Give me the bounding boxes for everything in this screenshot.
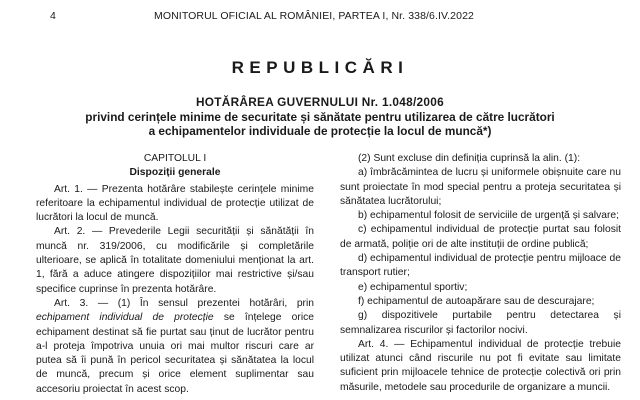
exclusion-item: c) echipamentul individual de protecție purtat sau folosit de armată, poliție ori de alte instituții de ordine publică; xyxy=(340,224,621,250)
exclusion-item: a) îmbrăcămintea de lucru și uniformele obișnuite care nu sunt proiectate în mod special pentru a proteja securitatea și sănătatea lucrătorului; xyxy=(340,167,621,207)
page-number: 4 xyxy=(50,10,56,22)
section-heading-republicari: REPUBLICĂRI xyxy=(231,58,409,77)
running-title: MONITORUL OFICIAL AL ROMÂNIEI, PARTEA I, Nr. 338/6.IV.2022 xyxy=(154,10,474,22)
page-header xyxy=(0,10,640,24)
exclusion-item: f) echipamentul de autoapărare sau de descurajare; xyxy=(358,295,595,307)
exclusions-intro: (2) Sunt excluse din definiția cuprinsă la alin. (1): xyxy=(358,153,581,164)
article-4: Art. 4. — Echipamentul individual de protecție trebuie utilizat atunci când riscurile nu pot fi evitate sau limitate suficient prin mijloacele tehnice de protecție colectivă ori prin măsurile, metodele sau procedurile de organizare a muncii. xyxy=(340,338,621,393)
left-column xyxy=(36,152,314,397)
article-1: Art. 1. — Prezenta hotărâre stabilește cerințele minime referitoare la echipamentul individual de protecție utilizat de lucrători la locul de muncă. xyxy=(36,183,314,224)
right-column xyxy=(340,152,621,395)
chapter-title: Dispoziții generale xyxy=(129,167,221,179)
exclusion-item: g) dispozitivele purtabile pentru detectarea și semnalizarea riscurilor și factorilor nocivi. xyxy=(340,310,621,336)
article-3 xyxy=(36,297,314,397)
article-2: Art. 2. — Prevederile Legii securității și sănătății în muncă nr. 319/2006, cu modificările și completările ulterioare, se aplică în totalitate domeniului menționat la art. 1, fără a aduce atingere dispozițiilor mai restrictive și/sau specifice cuprinse în prezenta hotărâre. xyxy=(36,226,314,295)
act-title: HOTĂRÂREA GUVERNULUI Nr. 1.048/2006 xyxy=(195,95,445,109)
act-subtitle-line1: privind cerințele minime de securitate și sănătate pentru utilizarea de către lucrători xyxy=(85,110,555,124)
article-3-rest: se înțelege orice echipament destinat să fie purtat sau ținut de lucrător pentru a-l proteja împotriva unuia ori mai multor riscuri care ar putea să îi pună în pericol securitatea și sănătatea la locul de muncă, precum și orice element suplimentar sau accesoriu proiectat în acest scop. xyxy=(36,312,314,395)
act-subtitle-line2: a echipamentelor individuale de protecție la locul de muncă*) xyxy=(148,124,492,138)
exclusion-item: e) echipamentul sportiv; xyxy=(358,281,468,293)
exclusion-item: d) echipamentul individual de protecție pentru mijloace de transport rutier; xyxy=(340,253,621,279)
exclusion-item: b) echipamentul folosit de serviciile de urgență și salvare; xyxy=(358,210,619,222)
article-3-start: Art. 3. — (1) În sensul prezentei hotărâri, prin xyxy=(54,297,314,309)
article-3-defined-term: echipament individual de protecție xyxy=(36,312,214,324)
chapter-label: CAPITOLUL I xyxy=(143,153,207,164)
